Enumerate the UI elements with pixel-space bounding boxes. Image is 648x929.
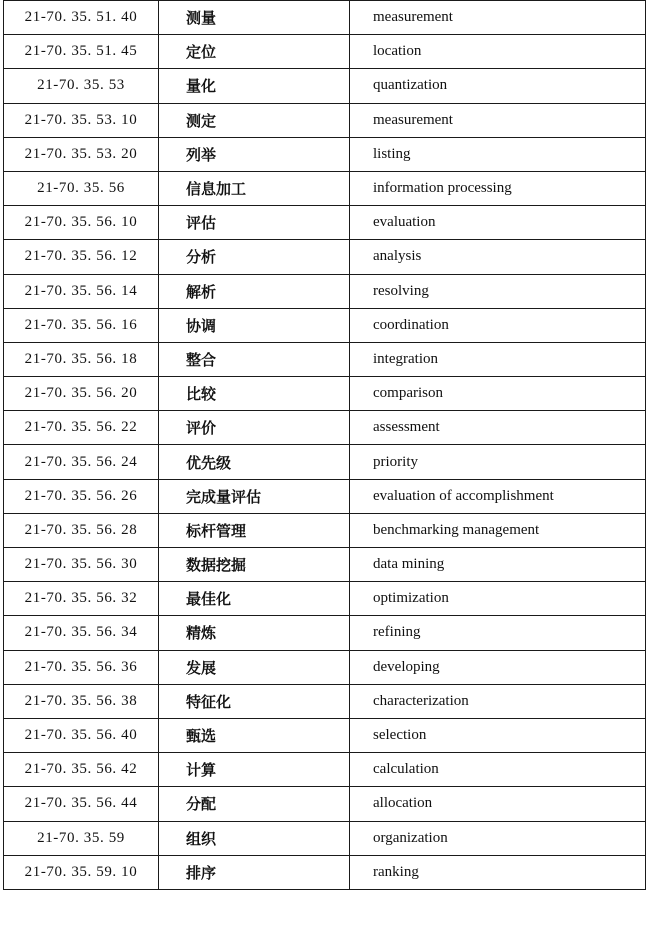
english-term-cell: location (350, 35, 646, 69)
chinese-term-cell: 定位 (159, 35, 350, 69)
english-term-cell: integration (350, 342, 646, 376)
english-term-cell: quantization (350, 69, 646, 103)
code-cell: 21-70. 35. 56. 16 (4, 308, 159, 342)
chinese-term-cell: 整合 (159, 342, 350, 376)
table-row (4, 513, 646, 547)
code-cell: 21-70. 35. 56 (4, 171, 159, 205)
table-row (4, 821, 646, 855)
chinese-term-cell: 甄选 (159, 718, 350, 752)
english-term-cell: organization (350, 821, 646, 855)
english-term-cell: optimization (350, 582, 646, 616)
table-row (4, 137, 646, 171)
table-row (4, 411, 646, 445)
english-term-cell: assessment (350, 411, 646, 445)
english-term-cell: coordination (350, 308, 646, 342)
table-row (4, 753, 646, 787)
code-cell: 21-70. 35. 56. 20 (4, 377, 159, 411)
english-term-cell: evaluation (350, 206, 646, 240)
code-cell: 21-70. 35. 56. 30 (4, 548, 159, 582)
chinese-term-cell: 发展 (159, 650, 350, 684)
code-cell: 21-70. 35. 59. 10 (4, 855, 159, 889)
chinese-term-cell: 优先级 (159, 445, 350, 479)
chinese-term-cell: 精炼 (159, 616, 350, 650)
code-cell: 21-70. 35. 56. 42 (4, 753, 159, 787)
term-table (3, 0, 646, 890)
table-row (4, 35, 646, 69)
code-cell: 21-70. 35. 56. 14 (4, 274, 159, 308)
table-row (4, 171, 646, 205)
code-cell: 21-70. 35. 56. 24 (4, 445, 159, 479)
table-row (4, 69, 646, 103)
chinese-term-cell: 测定 (159, 103, 350, 137)
table-row (4, 548, 646, 582)
code-cell: 21-70. 35. 56. 36 (4, 650, 159, 684)
term-table-body (4, 1, 646, 890)
code-cell: 21-70. 35. 56. 28 (4, 513, 159, 547)
english-term-cell: comparison (350, 377, 646, 411)
table-row (4, 274, 646, 308)
table-row (4, 240, 646, 274)
chinese-term-cell: 信息加工 (159, 171, 350, 205)
english-term-cell: benchmarking management (350, 513, 646, 547)
chinese-term-cell: 特征化 (159, 684, 350, 718)
chinese-term-cell: 排序 (159, 855, 350, 889)
code-cell: 21-70. 35. 56. 12 (4, 240, 159, 274)
english-term-cell: information processing (350, 171, 646, 205)
table-row (4, 616, 646, 650)
code-cell: 21-70. 35. 56. 32 (4, 582, 159, 616)
code-cell: 21-70. 35. 53. 10 (4, 103, 159, 137)
code-cell: 21-70. 35. 53 (4, 69, 159, 103)
table-row (4, 479, 646, 513)
table-row (4, 206, 646, 240)
code-cell: 21-70. 35. 59 (4, 821, 159, 855)
code-cell: 21-70. 35. 56. 10 (4, 206, 159, 240)
chinese-term-cell: 比较 (159, 377, 350, 411)
chinese-term-cell: 协调 (159, 308, 350, 342)
english-term-cell: data mining (350, 548, 646, 582)
code-cell: 21-70. 35. 56. 44 (4, 787, 159, 821)
code-cell: 21-70. 35. 51. 45 (4, 35, 159, 69)
code-cell: 21-70. 35. 56. 18 (4, 342, 159, 376)
table-row (4, 582, 646, 616)
chinese-term-cell: 分析 (159, 240, 350, 274)
chinese-term-cell: 标杆管理 (159, 513, 350, 547)
english-term-cell: measurement (350, 1, 646, 35)
english-term-cell: measurement (350, 103, 646, 137)
english-term-cell: refining (350, 616, 646, 650)
english-term-cell: characterization (350, 684, 646, 718)
table-row (4, 650, 646, 684)
chinese-term-cell: 测量 (159, 1, 350, 35)
code-cell: 21-70. 35. 56. 26 (4, 479, 159, 513)
english-term-cell: selection (350, 718, 646, 752)
code-cell: 21-70. 35. 56. 34 (4, 616, 159, 650)
chinese-term-cell: 完成量评估 (159, 479, 350, 513)
code-cell: 21-70. 35. 56. 22 (4, 411, 159, 445)
chinese-term-cell: 数据挖掘 (159, 548, 350, 582)
english-term-cell: calculation (350, 753, 646, 787)
english-term-cell: resolving (350, 274, 646, 308)
english-term-cell: listing (350, 137, 646, 171)
chinese-term-cell: 评估 (159, 206, 350, 240)
table-row (4, 342, 646, 376)
english-term-cell: analysis (350, 240, 646, 274)
table-row (4, 855, 646, 889)
chinese-term-cell: 组织 (159, 821, 350, 855)
chinese-term-cell: 解析 (159, 274, 350, 308)
chinese-term-cell: 量化 (159, 69, 350, 103)
table-row (4, 787, 646, 821)
code-cell: 21-70. 35. 53. 20 (4, 137, 159, 171)
chinese-term-cell: 计算 (159, 753, 350, 787)
table-row (4, 377, 646, 411)
english-term-cell: developing (350, 650, 646, 684)
code-cell: 21-70. 35. 51. 40 (4, 1, 159, 35)
table-row (4, 718, 646, 752)
code-cell: 21-70. 35. 56. 40 (4, 718, 159, 752)
chinese-term-cell: 列举 (159, 137, 350, 171)
table-row (4, 103, 646, 137)
chinese-term-cell: 分配 (159, 787, 350, 821)
english-term-cell: evaluation of accomplishment (350, 479, 646, 513)
english-term-cell: priority (350, 445, 646, 479)
chinese-term-cell: 最佳化 (159, 582, 350, 616)
chinese-term-cell: 评价 (159, 411, 350, 445)
code-cell: 21-70. 35. 56. 38 (4, 684, 159, 718)
table-row (4, 684, 646, 718)
table-row (4, 445, 646, 479)
english-term-cell: ranking (350, 855, 646, 889)
table-row (4, 308, 646, 342)
table-row (4, 1, 646, 35)
english-term-cell: allocation (350, 787, 646, 821)
